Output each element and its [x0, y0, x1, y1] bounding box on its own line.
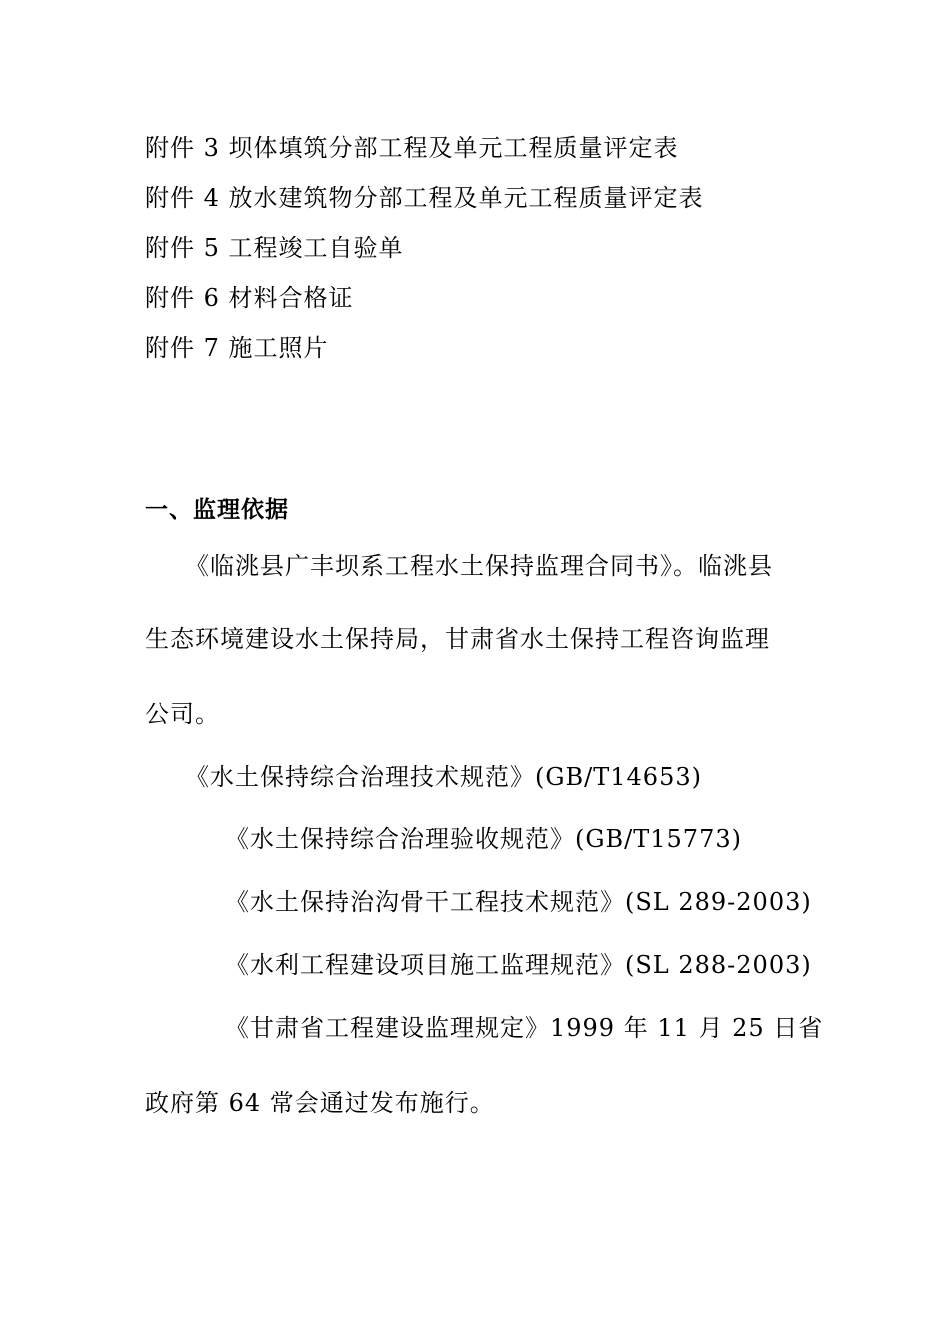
attachment-item: 附件 6 材料合格证 — [145, 284, 354, 312]
paragraph-line: 公司。 — [145, 700, 220, 728]
reference-item: 《水土保持治沟骨干工程技术规范》(SL 289-2003) — [225, 888, 812, 916]
section-heading: 一、监理依据 — [145, 497, 289, 523]
reference-item: 《甘肃省工程建设监理规定》1999 年 11 月 25 日省 — [225, 1014, 824, 1042]
paragraph-line: 《临洮县广丰坝系工程水土保持监理合同书》。临洮县 — [185, 552, 773, 580]
paragraph-line: 生态环境建设水土保持局，甘肃省水土保持工程咨询监理 — [145, 625, 770, 653]
attachment-item: 附件 5 工程竣工自验单 — [145, 234, 404, 262]
attachment-item: 附件 7 施工照片 — [145, 334, 329, 362]
attachment-item: 附件 4 放水建筑物分部工程及单元工程质量评定表 — [145, 184, 704, 212]
paragraph-line: 政府第 64 常会通过发布施行。 — [145, 1089, 495, 1117]
reference-item: 《水土保持综合治理验收规范》(GB/T15773) — [225, 825, 742, 853]
reference-item: 《水土保持综合治理技术规范》(GB/T14653) — [185, 763, 702, 791]
attachment-item: 附件 3 坝体填筑分部工程及单元工程质量评定表 — [145, 134, 679, 162]
reference-item: 《水利工程建设项目施工监理规范》(SL 288-2003) — [225, 951, 812, 979]
